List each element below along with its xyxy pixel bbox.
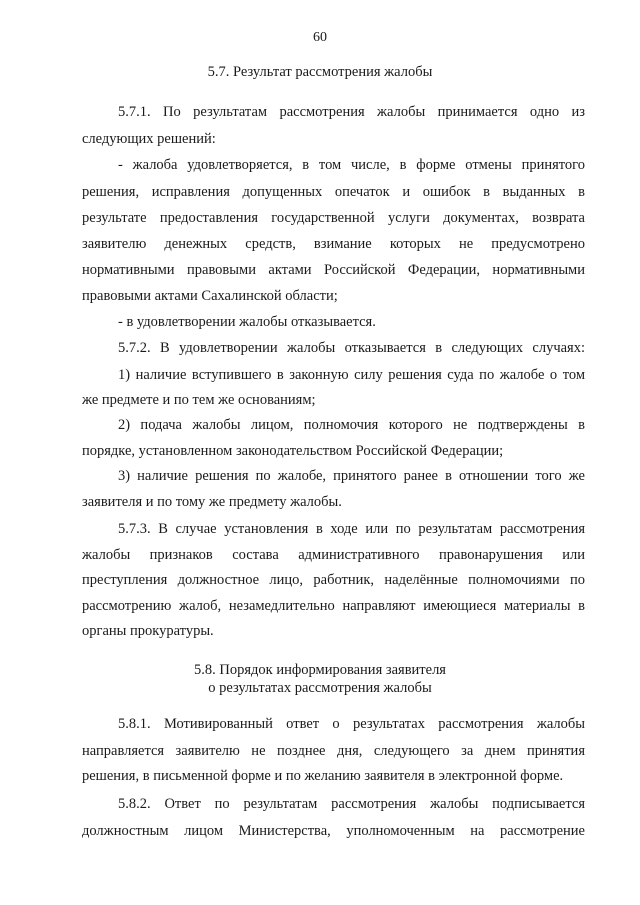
section-heading-5-7: 5.7. Результат рассмотрения жалобы [207, 64, 433, 80]
paragraph-line: заявителя и по тому же предмету жалобы. [82, 494, 342, 510]
paragraph-line: порядке, установленном законодательством Российской Федерации; [82, 443, 504, 459]
paragraph-line: 3) наличие решения по жалобе, принятого ранее в отношении того же [118, 468, 585, 484]
section-heading-5-8-line2: о результатах рассмотрения жалобы [208, 680, 432, 696]
paragraph-line: 5.8.2. Ответ по результатам рассмотрения жалобы подписывается [118, 796, 585, 812]
paragraph-line: заявителю денежных средств, взимание которых не предусмотрено [82, 236, 585, 252]
paragraph-line: 5.8.1. Мотивированный ответ о результатах рассмотрения жалобы [118, 716, 585, 732]
paragraph-line: нормативными правовыми актами Российской Федерации, нормативными [82, 262, 585, 278]
paragraph-line: следующих решений: [82, 131, 216, 147]
paragraph-line: преступления должностное лицо, работник, наделённые полномочиями по [82, 572, 585, 588]
paragraph-line: 5.7.3. В случае установления в ходе или по результатам рассмотрения [118, 521, 585, 537]
paragraph-line: решения, исправления допущенных опечаток и ошибок в выданных в [82, 184, 585, 200]
paragraph-line: - в удовлетворении жалобы отказывается. [118, 314, 376, 330]
paragraph-line: результате предоставления государственной услуги документах, возврата [82, 210, 585, 226]
paragraph-line: - жалоба удовлетворяется, в том числе, в форме отмены принятого [118, 157, 585, 173]
paragraph-line: органы прокуратуры. [82, 623, 214, 639]
paragraph-line: же предмете и по тем же основаниям; [82, 392, 316, 408]
paragraph-line: должностным лицом Министерства, уполномоченным на рассмотрение [82, 823, 585, 839]
paragraph-line: жалобы признаков состава административного правонарушения или [82, 547, 585, 563]
paragraph-line: решения, в письменной форме и по желанию заявителя в электронной форме. [82, 768, 564, 784]
page-number: 60 [313, 30, 327, 45]
paragraph-line: 5.7.1. По результатам рассмотрения жалобы принимается одно из [118, 104, 585, 120]
section-heading-5-8-line1: 5.8. Порядок информирования заявителя [194, 662, 446, 678]
paragraph-line: 1) наличие вступившего в законную силу решения суда по жалобе о том [118, 367, 585, 383]
paragraph-line: 2) подача жалобы лицом, полномочия которого не подтверждены в [118, 417, 585, 433]
paragraph-line: направляется заявителю не позднее дня, следующего за днем принятия [82, 743, 585, 759]
paragraph-line: 5.7.2. В удовлетворении жалобы отказывается в следующих случаях: [118, 340, 585, 356]
paragraph-line: рассмотрению жалоб, незамедлительно направляют имеющиеся материалы в [82, 598, 585, 614]
paragraph-line: правовыми актами Сахалинской области; [82, 288, 338, 304]
